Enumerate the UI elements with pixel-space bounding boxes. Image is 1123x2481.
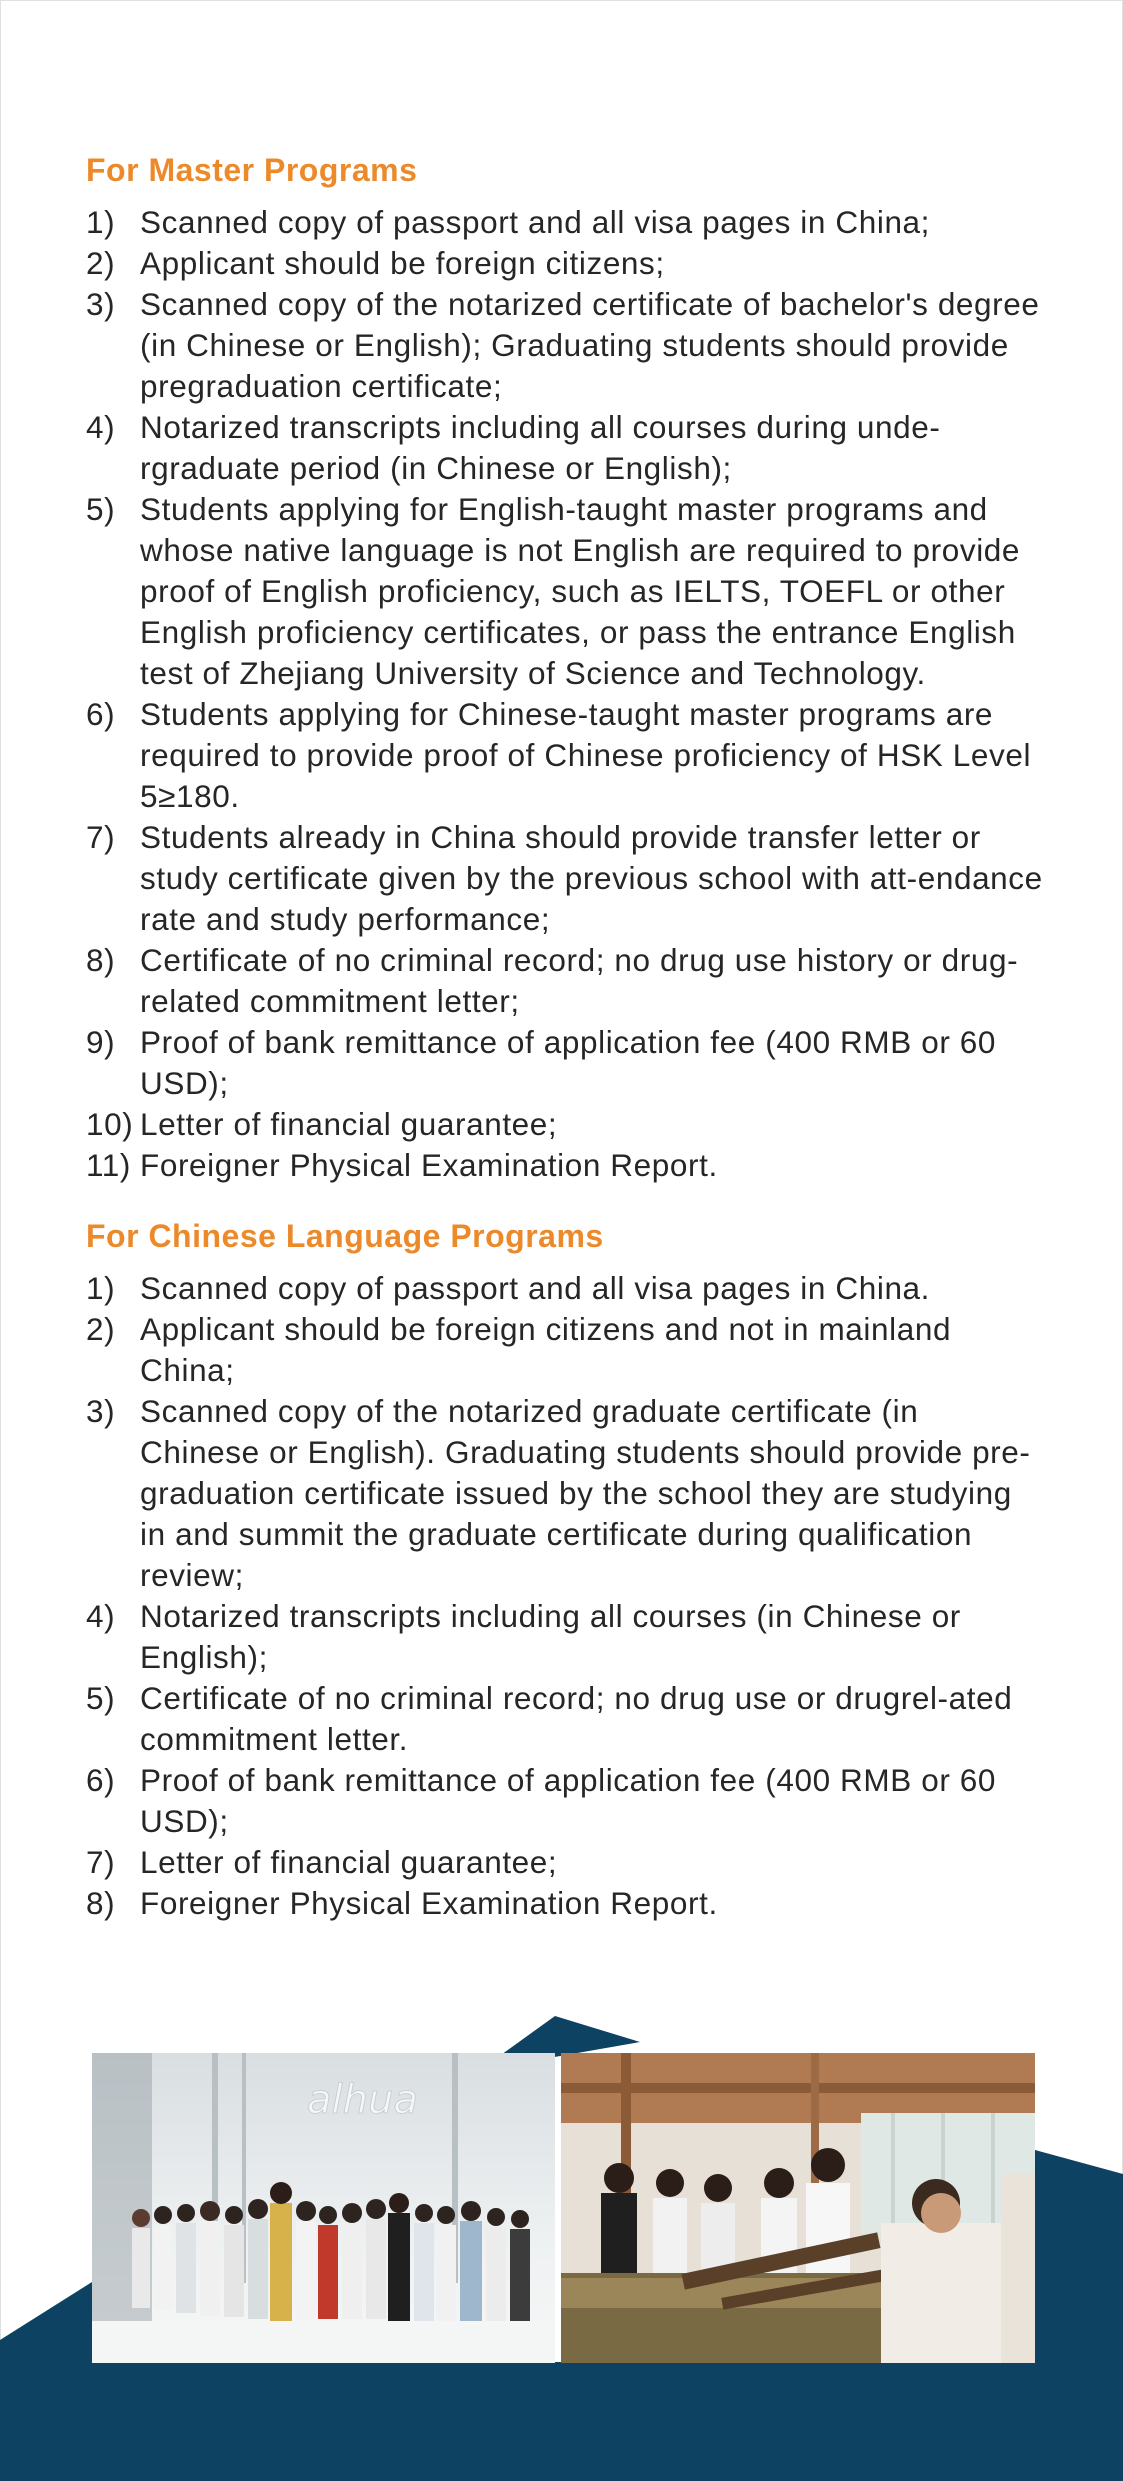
- list-item-text: Scanned copy of passport and all visa pages in China.: [140, 1270, 931, 1306]
- list-item: 7) Students already in China should provide transfer letter or study certificate given by the previous school with att-endance rate and study performance;: [86, 819, 1043, 937]
- chinese-section-title: For Chinese Language Programs: [86, 1218, 604, 1254]
- list-item-text: Students already in China should provide transfer letter or study certificate given by the previous school with att-endance rate and study performance;: [140, 819, 1043, 937]
- list-item: 4) Notarized transcripts including all courses during unde-rgraduate period (in Chinese or English);: [86, 409, 941, 486]
- list-item: 9) Proof of bank remittance of application fee (400 RMB or 60 USD);: [86, 1024, 996, 1101]
- list-item: 6) Proof of bank remittance of application fee (400 RMB or 60 USD);: [86, 1762, 996, 1839]
- chinese-requirements-list: [86, 1268, 1046, 1924]
- list-item-text: Letter of financial guarantee;: [140, 1106, 558, 1142]
- list-item-text: Notarized transcripts including all courses (in Chinese or English);: [140, 1598, 961, 1675]
- list-item-text: Scanned copy of the notarized graduate certificate (in Chinese or English). Graduating students should provide pre-graduation certificate issued by the school they are studying in and summit the graduate certificate during qualification review;: [140, 1393, 1031, 1593]
- list-item: 2) Applicant should be foreign citizens and not in mainland China;: [86, 1311, 952, 1388]
- list-item-text: Certificate of no criminal record; no drug use history or drug-related commitment letter;: [140, 942, 1019, 1019]
- list-item-text: Students applying for English-taught master programs and whose native language is not English are required to provide proof of English proficiency, such as IELTS, TOEFL or other English proficiency certificates, or pass the entrance English test of Zhejiang University of Science and Technology.: [140, 491, 1021, 691]
- list-item: 8) Certificate of no criminal record; no drug use history or drug-related commitment letter;: [86, 942, 1019, 1019]
- list-item-text: Foreigner Physical Examination Report.: [140, 1147, 718, 1183]
- list-item: 10) Letter of financial guarantee;: [86, 1106, 558, 1142]
- hall-sign-text: alhua: [307, 2077, 418, 2123]
- list-item-text: Letter of financial guarantee;: [140, 1844, 558, 1880]
- list-item-text: Students applying for Chinese-taught master programs are required to provide proof of Chinese proficiency of HSK Level 5≥180.: [140, 696, 1032, 814]
- list-item: 3) Scanned copy of the notarized certificate of bachelor's degree (in Chinese or English); Graduating students should provide pregraduation certificate;: [86, 286, 1040, 404]
- list-item: 7) Letter of financial guarantee;: [86, 1844, 558, 1880]
- list-item: 2) Applicant should be foreign citizens;: [86, 245, 665, 281]
- requirements-content: [86, 150, 1046, 1924]
- list-item-text: Certificate of no criminal record; no drug use or drugrel-ated commitment letter.: [140, 1680, 1013, 1757]
- list-item-text: Applicant should be foreign citizens;: [140, 245, 665, 281]
- list-item-text: Scanned copy of passport and all visa pages in China;: [140, 204, 931, 240]
- list-item-text: Scanned copy of the notarized certificate of bachelor's degree (in Chinese or English); Graduating students should provide pregraduation certificate;: [140, 286, 1040, 404]
- list-item-text: Proof of bank remittance of application fee (400 RMB or 60 USD);: [140, 1024, 996, 1101]
- master-section-title: For Master Programs: [86, 152, 418, 188]
- navy-band-bottom: [0, 2362, 1123, 2481]
- list-item-text: Proof of bank remittance of application fee (400 RMB or 60 USD);: [140, 1762, 996, 1839]
- list-item: 5) Students applying for English-taught master programs and whose native language is not English are required to provide proof of English proficiency, such as IELTS, TOEFL or other English proficiency certificates, or pass the entrance English test of Zhejiang University of Science and Technology.: [86, 491, 1021, 691]
- list-item: 1) Scanned copy of passport and all visa pages in China.: [86, 1270, 931, 1306]
- list-item: 3) Scanned copy of the notarized graduate certificate (in Chinese or English). Graduating students should provide pre-graduation certificate issued by the school they are studying in and summit the graduate certificate during qualification review;: [86, 1393, 1031, 1593]
- list-item: 6) Students applying for Chinese-taught master programs are required to provide proof of Chinese proficiency of HSK Level 5≥180.: [86, 696, 1032, 814]
- master-requirements-list: [86, 202, 1046, 1186]
- list-item-text: Foreigner Physical Examination Report.: [140, 1885, 718, 1921]
- photo-craft-workshop: [561, 2053, 1035, 2363]
- list-item-text: Applicant should be foreign citizens and not in mainland China;: [140, 1311, 952, 1388]
- list-item: 1) Scanned copy of passport and all visa pages in China;: [86, 204, 931, 240]
- list-item: 8) Foreigner Physical Examination Report.: [86, 1885, 718, 1921]
- list-item: 4) Notarized transcripts including all courses (in Chinese or English);: [86, 1598, 961, 1675]
- list-item: 5) Certificate of no criminal record; no drug use or drugrel-ated commitment letter.: [86, 1680, 1013, 1757]
- list-item: 11) Foreigner Physical Examination Report.: [86, 1147, 718, 1183]
- list-item-text: Notarized transcripts including all courses during unde-rgraduate period (in Chinese or English);: [140, 409, 941, 486]
- photo-students-hall: [92, 2053, 555, 2363]
